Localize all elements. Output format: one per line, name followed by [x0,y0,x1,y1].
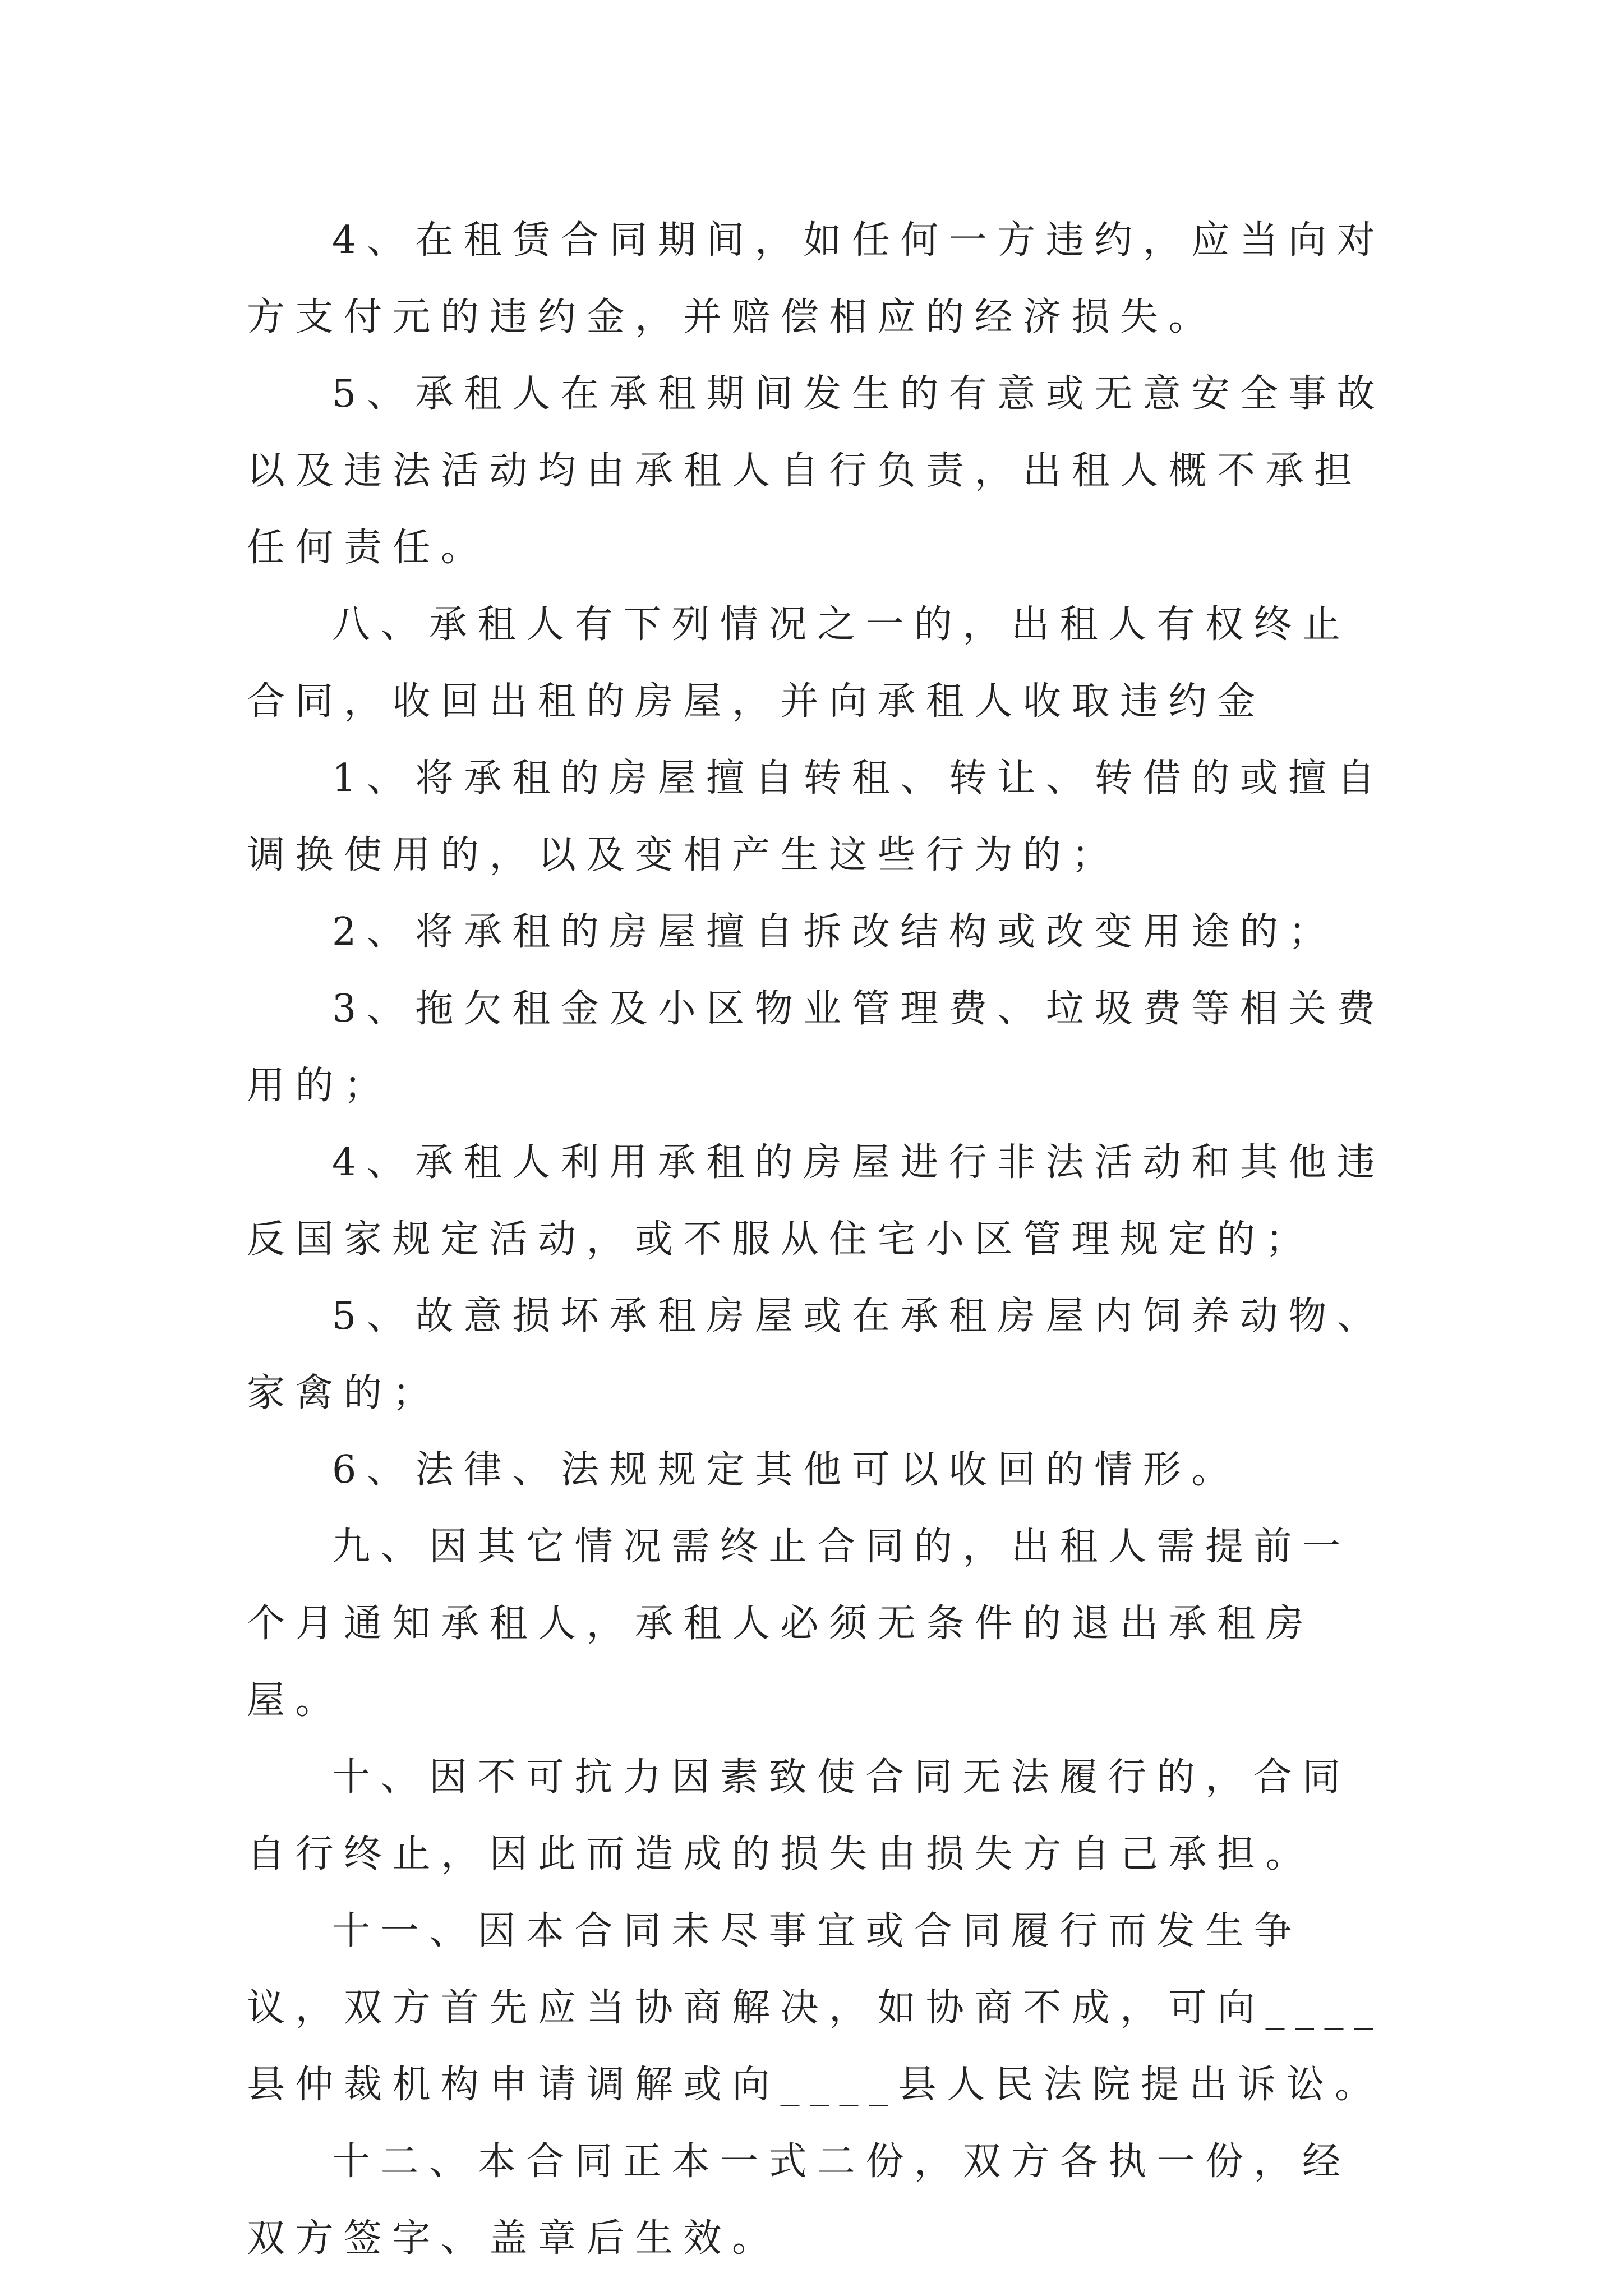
section-paragraph: 十一、因本合同未尽事宜或合同履行而发生争议，双方首先应当协商解决，如协商不成，可向____县仲裁机构申请调解或向____县人民法院提出诉讼。 [247,1909,1384,2107]
clause-paragraph: 3、拖欠租金及小区物业管理费、垃圾费等相关费用的； [247,987,1386,1108]
clause-paragraph: 1、将承租的房屋擅自转租、转让、转借的或擅自调换使用的，以及变相产生这些行为的； [247,756,1386,877]
section-paragraph: 十、因不可抗力因素致使合同无法履行的，合同自行终止，因此而造成的损失由损失方自己承担。 [247,1755,1351,1876]
clause-paragraph: 5、承租人在承租期间发生的有意或无意安全事故以及违法活动均由承租人自行负责，出租人概不承担任何责任。 [247,372,1386,570]
document-body [247,202,1391,2277]
clause-paragraph: 2、将承租的房屋擅自拆改结构或改变用途的； [332,910,1337,954]
section-paragraph: 八、承租人有下列情况之一的，出租人有权终止合同，收回出租的房屋，并向承租人收取违约金 [247,602,1351,724]
section-paragraph: 九、因其它情况需终止合同的，出租人需提前一个月通知承租人，承租人必须无条件的退出承租房屋。 [247,1525,1351,1723]
clause-paragraph: 6、法律、法规规定其他可以收回的情形。 [332,1448,1240,1492]
section-paragraph: 十二、本合同正本一式二份，双方各执一份，经双方签字、盖章后生效。 [247,2139,1351,2261]
clause-paragraph: 4、承租人利用承租的房屋进行非法活动和其他违反国家规定活动，或不服从住宅小区管理规定的； [247,1140,1386,1262]
clause-paragraph: 5、故意损坏承租房屋或在承租房屋内饲养动物、家禽的； [247,1294,1386,1415]
clause-paragraph: 4、在租赁合同期间，如任何一方违约，应当向对方支付元的违约金，并赔偿相应的经济损失。 [247,218,1386,339]
